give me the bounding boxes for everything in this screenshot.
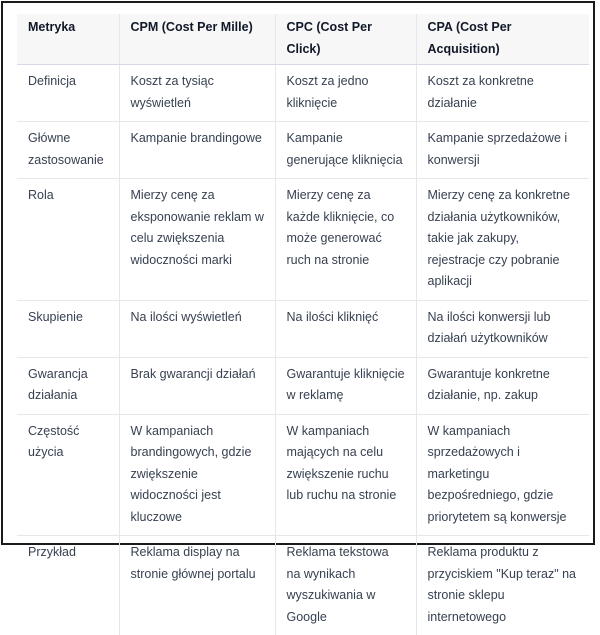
cpc-cell: Na ilości kliknięć bbox=[275, 300, 416, 357]
row-label: Gwarancja działania bbox=[17, 357, 119, 414]
table-header-row bbox=[17, 14, 589, 65]
cpc-cell: Mierzy cenę za każde kliknięcie, co może generować ruch na stronie bbox=[275, 179, 416, 301]
cpc-cell: Gwarantuje kliknięcie w reklamę bbox=[275, 357, 416, 414]
table-row bbox=[17, 300, 589, 357]
header-metric: Metryka bbox=[17, 14, 119, 65]
row-label: Główne zastosowanie bbox=[17, 122, 119, 179]
cpm-cell: W kampaniach brandingowych, gdzie zwiększenie widoczności jest kluczowe bbox=[119, 414, 275, 536]
cpc-cell: W kampaniach mających na celu zwiększenie ruchu lub ruchu na stronie bbox=[275, 414, 416, 536]
header-cpc: CPC (Cost Per Click) bbox=[275, 14, 416, 65]
cpc-cell: Koszt za jedno kliknięcie bbox=[275, 65, 416, 122]
cpa-cell: Reklama produktu z przyciskiem "Kup teraz" na stronie sklepu internetowego bbox=[416, 536, 589, 635]
row-label: Skupienie bbox=[17, 300, 119, 357]
cpc-cell: Kampanie generujące kliknięcia bbox=[275, 122, 416, 179]
cpa-cell: Kampanie sprzedażowe i konwersji bbox=[416, 122, 589, 179]
comparison-table bbox=[17, 14, 589, 635]
cpm-cell: Koszt za tysiąc wyświetleń bbox=[119, 65, 275, 122]
cpm-cell: Kampanie brandingowe bbox=[119, 122, 275, 179]
cpm-cell: Mierzy cenę za eksponowanie reklam w celu zwiększenia widoczności marki bbox=[119, 179, 275, 301]
cpc-cell: Reklama tekstowa na wynikach wyszukiwania w Google bbox=[275, 536, 416, 635]
screenshot-frame bbox=[1, 1, 595, 545]
table-row bbox=[17, 357, 589, 414]
cpa-cell: Na ilości konwersji lub działań użytkowników bbox=[416, 300, 589, 357]
table-row bbox=[17, 414, 589, 536]
cpm-cell: Brak gwarancji działań bbox=[119, 357, 275, 414]
row-label: Rola bbox=[17, 179, 119, 301]
header-cpm: CPM (Cost Per Mille) bbox=[119, 14, 275, 65]
row-label: Definicja bbox=[17, 65, 119, 122]
cpm-cell: Reklama display na stronie głównej portalu bbox=[119, 536, 275, 635]
table-row bbox=[17, 65, 589, 122]
row-label: Częstość użycia bbox=[17, 414, 119, 536]
table-row bbox=[17, 536, 589, 635]
cpa-cell: Mierzy cenę za konkretne działania użytkowników, takie jak zakupy, rejestracje czy pobranie aplikacji bbox=[416, 179, 589, 301]
table-row bbox=[17, 179, 589, 301]
cpa-cell: Koszt za konkretne działanie bbox=[416, 65, 589, 122]
cpm-cell: Na ilości wyświetleń bbox=[119, 300, 275, 357]
cpa-cell: W kampaniach sprzedażowych i marketingu bezpośredniego, gdzie priorytetem są konwersje bbox=[416, 414, 589, 536]
table-row bbox=[17, 122, 589, 179]
header-cpa: CPA (Cost Per Acquisition) bbox=[416, 14, 589, 65]
cpa-cell: Gwarantuje konkretne działanie, np. zakup bbox=[416, 357, 589, 414]
row-label: Przykład bbox=[17, 536, 119, 635]
